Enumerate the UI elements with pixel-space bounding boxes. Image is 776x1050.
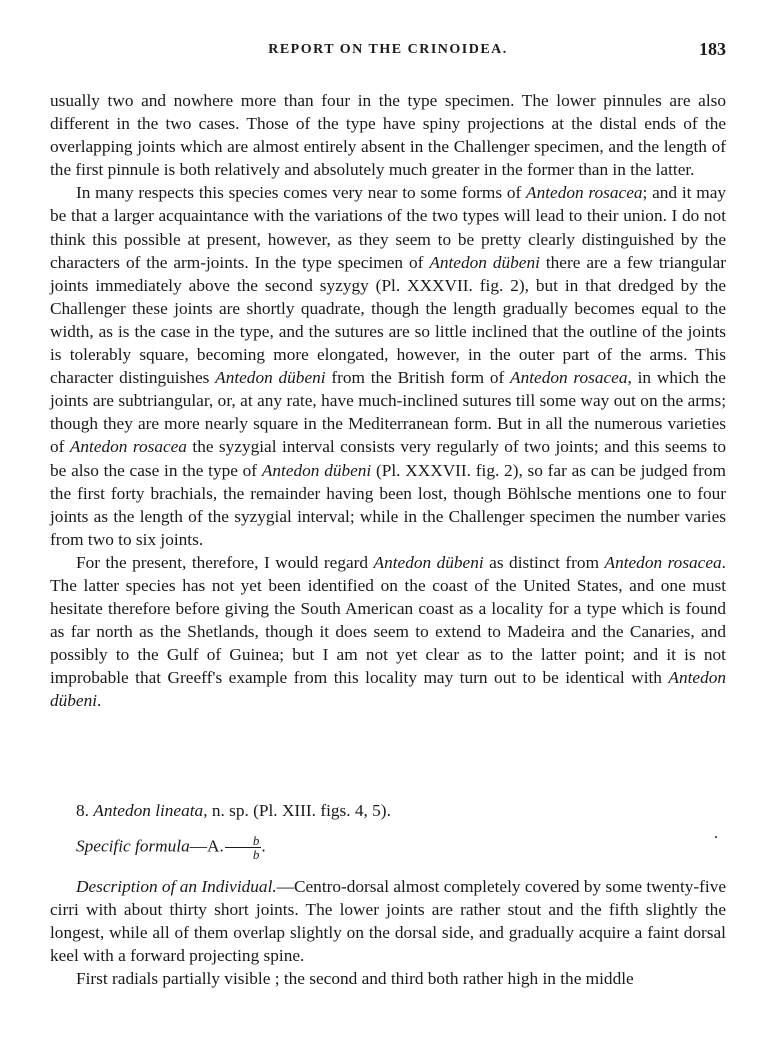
page-number: 183 (699, 39, 726, 59)
species-name: Antedon dübeni (429, 252, 540, 272)
species-name: Antedon dübeni (373, 552, 484, 572)
paragraph-4: Description of an Individual.—Centro-dorsal almost completely covered by some twenty-five cirri with about thirty short joints. The lower joints are rather stout and the fifth slightly the longest, while all of them overlap slightly on the dorsal side, and gradually acquire a faint dorsal keel with a forward projecting spine. (50, 877, 727, 966)
species-name: Antedon lineata (93, 801, 204, 820)
page-header (0, 39, 776, 66)
main-text-block (50, 89, 726, 713)
species-name: Antedon dübeni (215, 368, 326, 388)
section-label: Description of an Individual. (76, 877, 277, 896)
species-name: Antedon dübeni (261, 460, 372, 480)
species-heading: 8. Antedon lineata, n. sp. (Pl. XIII. figs. 4, 5). (76, 801, 391, 820)
paragraph-1: usually two and nowhere more than four in the type specimen. The lower pinnules are also different in the two cases. Those of the type have spiny projections at the distal ends of the overlapping joints which are almost entirely absent in the Challenger specimen, and the length of the first pinnule is both relatively and absolutely much greater in the former than in the latter. (50, 91, 726, 180)
paragraph-2: In many respects this species comes very near to some forms of Antedon rosacea; and it may be that a larger acquaintance with the variations of the two types will lead to their union. I do not think this possible at present, however, as they seem to be pretty clearly distinguished by the characters of the arm-joints. In the type specimen of Antedon dübeni there are a few triangular joints immediately above the second syzygy (Pl. XXXVII. fig. 2), but in that dredged by the Challenger these joints are shortly quadrate, though the length gradually becomes equal to the width, as is the case in the type, and the sutures are so little inclined that the outline of the joints is tolerably square, becoming more elongated, however, in the outer part of the arms. This character distinguishes Antedon dübeni from the British form of Antedon rosacea, in which the joints are subtriangular, or, at any rate, have much-inclined sutures till some way out on the arms; though they are more nearly square in the Mediterranean form. But in all the numerous varieties of Antedon rosacea the syzygial interval consists very regularly of two joints; and this seems to be also the case in the type of Antedon dübeni (Pl. XXXVII. fig. 2), so far as can be judged from the first forty brachials, the remainder having been lost, though Böhlsche mentions one to four joints as the length of the syzygial interval; while in the Challenger specimen the number varies from two to six joints. (50, 183, 727, 549)
species-name: Antedon rosacea (69, 437, 187, 457)
paragraph-3: For the present, therefore, I would regard Antedon dübeni as distinct from Antedon rosacea. The latter species has not yet been identified on the coast of the United States, and one must hesitate therefore before giving the South American coast as a locality for a type which is found as far north as the Shetlands, though it does seem to extend to Madeira and the Canaries, and possibly to the Gulf of Guinea; but I am not yet clear as to the latter point; and it is not improbable that Greeff's example from this locality may turn out to be identical with Antedon dübeni. (50, 552, 726, 711)
formula-label: Specific formula (76, 836, 190, 856)
species-name: Antedon rosacea (604, 552, 722, 572)
formula-fraction: $\frac{b}{b}$ (225, 834, 262, 861)
description-block (50, 875, 726, 990)
species-name: Antedon rosacea (510, 368, 628, 388)
running-title: REPORT ON THE CRINOIDEA. (268, 42, 508, 57)
paragraph-5: First radials partially visible ; the second and third both rather high in the middle (76, 969, 634, 989)
print-speck (715, 836, 717, 838)
species-name: Antedon dübeni (50, 668, 726, 711)
specific-formula: Specific formula—A. $\frac{b}{b}$ . (76, 833, 266, 862)
species-name: Antedon rosacea (526, 183, 643, 203)
